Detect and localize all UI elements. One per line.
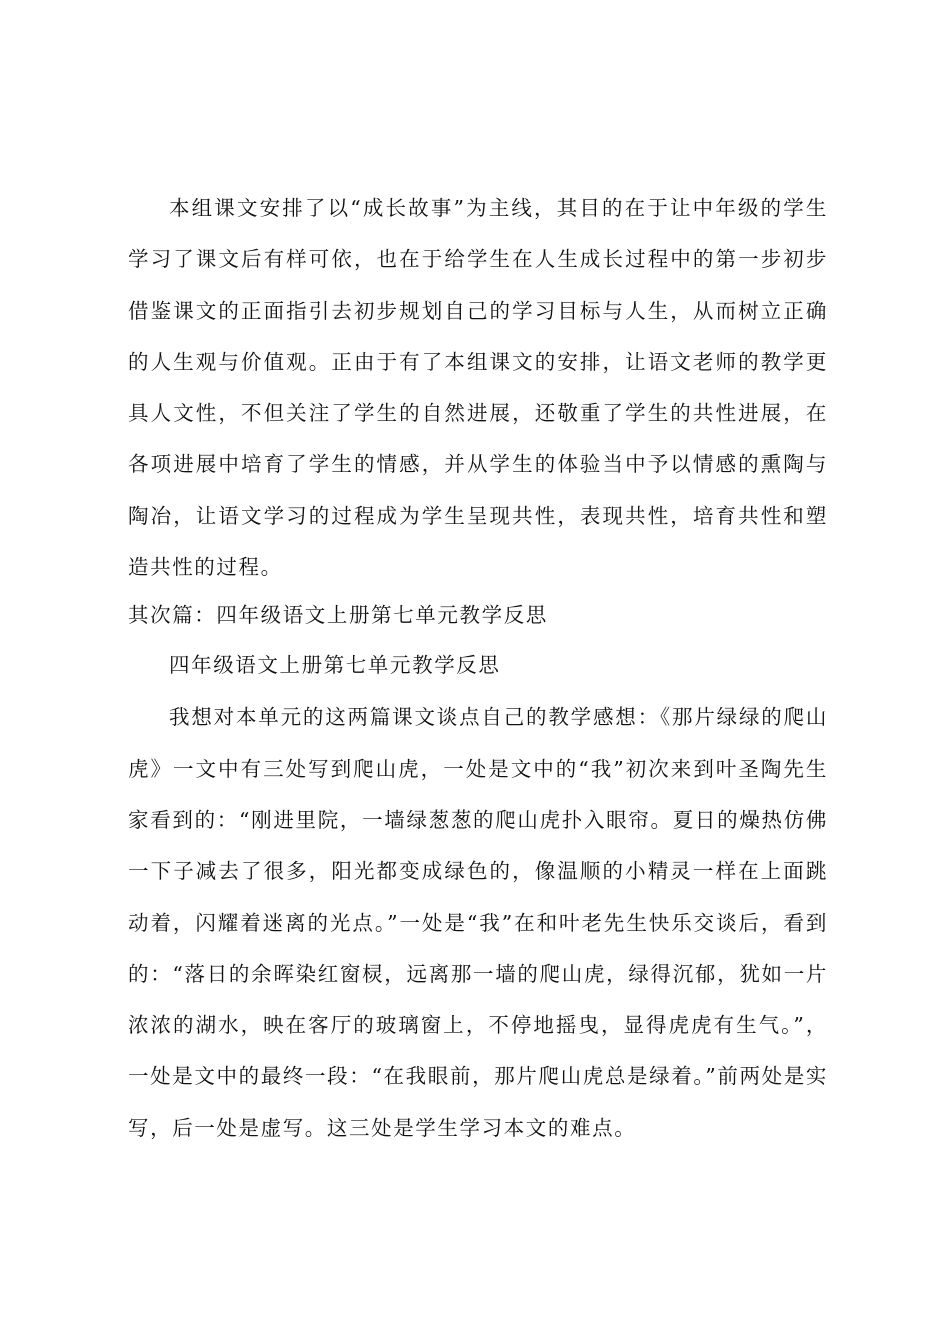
intro-paragraph: 本组课文安排了以“成长故事”为主线，其目的在于让中年级的学生学习了课文后有样可依，也在于给学生在人生成长过程中的第一步初步借鉴课文的正面指引去初步规划自己的学习目标与人生，从而树立正确的人生观与价值观。正由于有了本组课文的安排，让语文老师的教学更具人文性，不但关注了学生的自然进展，还敬重了学生的共性进展，在各项进展中培育了学生的情感，并从学生的体验当中予以情感的熏陶与陶冶，让语文学习的过程成为学生呈现共性，表现共性，培育共性和塑造共性的过程。	[128, 196, 828, 580]
document-content	[128, 183, 828, 1154]
section-title: 四年级语文上册第七单元教学反思	[169, 653, 501, 678]
body-paragraph: 我想对本单元的这两篇课文谈点自己的教学感想：《那片绿绿的爬山虎》一文中有三处写到爬山虎，一处是文中的“我”初次来到叶圣陶先生家看到的：“刚进里院，一墙绿葱葱的爬山虎扑入眼帘。夏日的燥热仿佛一下子减去了很多，阳光都变成绿色的，像温顺的小精灵一样在上面跳动着，闪耀着迷离的光点。”一处是“我”在和叶老先生快乐交谈后，看到的：“落日的余晖染红窗棂，远离那一墙的爬山虎，绿得沉郁，犹如一片浓浓的湖水，映在客厅的玻璃窗上，不停地摇曳，显得虎虎有生气。”，一处是文中的最终一段：“在我眼前，那片爬山虎总是绿着。”前两处是实写，后一处是虚写。这三处是学生学习本文的难点。	[128, 705, 828, 1140]
section-heading: 其次篇：四年级语文上册第七单元教学反思	[128, 603, 548, 628]
